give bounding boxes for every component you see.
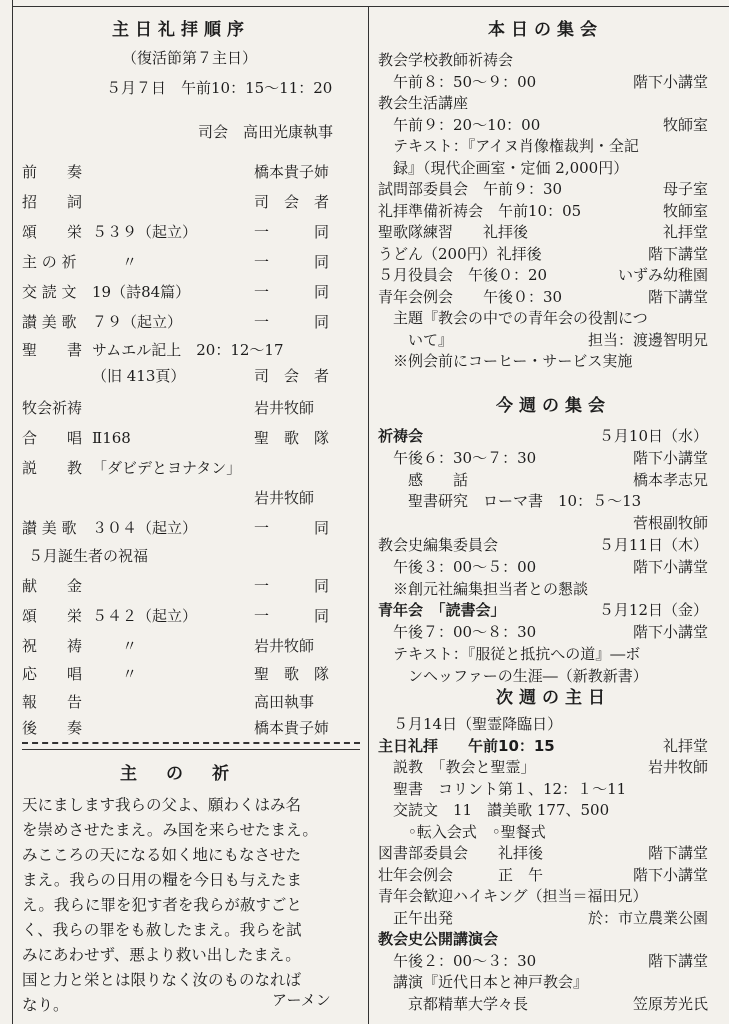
entry-text: うどん（200円）礼拝後 (378, 244, 542, 263)
order-person: 一 同 (254, 283, 330, 301)
order-person: 司 会 者 (254, 193, 330, 211)
order-person: 一 同 (254, 313, 330, 331)
entry-right: 牧師室 (662, 115, 708, 134)
order-label: ５月誕生者の祝福 (28, 547, 149, 565)
order-person: 一 同 (254, 607, 330, 625)
entry-text: ５月役員会 午後０：20 (378, 266, 548, 284)
prayer-line: え。我らに罪を犯す者を我らが赦すごと (22, 896, 302, 914)
order-detail: ３０４（起立） (92, 519, 198, 537)
entry-text: 午前９：20～10：00 (378, 115, 541, 134)
entry-text: 感 話 (378, 470, 469, 489)
order-detail: Ⅱ168 (92, 429, 131, 447)
order-label: 説 教 (22, 459, 83, 477)
order-person: 岩井牧師 (254, 637, 315, 655)
entry-text: 教会史編集委員会 (378, 536, 499, 554)
prayer-title: 主 の 祈 (120, 764, 235, 784)
entry-right: 階下小講堂 (632, 448, 708, 467)
prayer-line: を崇めさせたまえ。み国を来らせたまえ。 (22, 821, 318, 839)
entry-text: 青年会 「読書会」 (378, 601, 506, 620)
entry-right: 担当：渡邊智明兄 (587, 330, 708, 349)
entry-text: 午後６：30～７：30 (378, 448, 537, 467)
entry-right: 笠原芳光氏 (632, 994, 708, 1013)
service-datetime: ５月７日 午前10：15～11：20 (106, 79, 333, 97)
entry-right: 階下小講堂 (632, 72, 708, 91)
entry-right: 階下講堂 (647, 244, 708, 263)
amen: アーメン (272, 991, 331, 1009)
order-detail: 〃 (92, 637, 138, 655)
entry-text: 教会史公開講演会 (378, 930, 499, 948)
prayer-line: く、我らの罪をも赦したまえ。我らを試 (22, 921, 302, 939)
entry-right: 菅根副牧師 (632, 514, 708, 533)
entry-right: 牧師室 (662, 201, 708, 220)
order-label: 前 奏 (22, 163, 83, 181)
entry-text: 講演『近代日本と神戸教会』 (378, 973, 589, 991)
next-title: 次週の主日 (496, 688, 611, 708)
order-detail: サムエル記上 20：12～17 (92, 341, 284, 359)
order-label: 合 唱 (22, 429, 83, 447)
entry-right: ５月10日（水） (598, 427, 708, 445)
entry-text: 試問部委員会 午前９：30 (378, 180, 563, 198)
order-label: 献 金 (22, 577, 83, 595)
order-person: 聖 歌 隊 (254, 429, 330, 447)
entry-text: 主日礼拝 午前10：15 (378, 736, 555, 755)
section-divider-dashed (22, 742, 360, 744)
entry-text: 教会学校教師祈祷会 (378, 51, 514, 69)
lords-prayer (22, 793, 362, 1018)
prayer-line: まえ。我らの日用の糧を今日も与えたま (22, 871, 302, 889)
entry-right: 階下講堂 (647, 287, 708, 306)
entry-text: 交読文 11 讃美歌 177、500 (378, 801, 610, 819)
entry-right: 橋本孝志兄 (632, 470, 708, 489)
entry-text: テキスト：『アイヌ肖像権裁判・全記 (378, 137, 639, 155)
order-label: 応 唱 (22, 665, 83, 683)
order-title: 主日礼拝順序 (112, 20, 250, 40)
entry-text: 主題『教会の中での青年会の役割につ (378, 309, 648, 327)
entry-text: 正午出発 (378, 908, 454, 927)
prayer-line: みこころの天になる如く地にもなさせた (22, 846, 302, 864)
order-label: 頌 栄 (22, 223, 83, 241)
order-label: 報 告 (22, 693, 83, 711)
order-person: 一 同 (254, 253, 330, 271)
entry-text: 教会生活講座 (378, 94, 469, 112)
entry-text: 青年会歓迎ハイキング（担当＝福田兄） (378, 887, 648, 905)
order-detail: 19（詩84篇） (92, 283, 191, 301)
entry-text: 青年会例会 午後０：30 (378, 287, 563, 306)
order-label: 後 奏 (22, 719, 83, 737)
prayer-line: 国と力と栄とは限りなく汝のものなれば (22, 971, 302, 989)
today-title: 本日の集会 (488, 20, 603, 40)
order-detail: ７９（起立） (92, 313, 183, 331)
entry-right: 礼拝堂 (662, 736, 708, 755)
entry-text: 礼拝準備祈祷会 午前10：05 (378, 201, 582, 220)
prayer-line: なり。 (22, 996, 69, 1014)
entry-right: 階下小講堂 (632, 623, 708, 642)
page-frame-top (12, 6, 729, 7)
entry-text: ※例会前にコーヒー・サービス実施 (378, 352, 633, 370)
order-detail: 〃 (92, 665, 138, 683)
order-label: 聖 書 (22, 341, 83, 359)
entry-text: 聖歌隊練習 礼拝後 (378, 223, 529, 241)
order-label: 交 読 文 (22, 283, 77, 301)
entry-text: 午前８：50～９：00 (378, 72, 537, 91)
entry-right: ５月11日（木） (598, 536, 708, 554)
week-title: 今週の集会 (496, 396, 611, 416)
entry-right: 階下講堂 (647, 844, 708, 862)
order-person: 高田執事 (254, 693, 315, 711)
entry-right: いずみ幼稚園 (617, 266, 708, 284)
entry-text: 録』（現代企画室・定価 2,000円） (378, 158, 629, 177)
entry-text: ンヘッファーの生涯―（新教新書） (378, 666, 648, 685)
order-detail: 「ダビデとヨナタン」 (92, 459, 242, 477)
entry-text: ◦転入会式 ◦聖餐式 (378, 822, 546, 841)
entry-text: 説教 「教会と聖霊」 (378, 758, 536, 776)
order-label: 讃 美 歌 (22, 519, 77, 537)
order-label: 頌 栄 (22, 607, 83, 625)
order-person: 司 会 者 (254, 367, 330, 385)
order-label: 主 の 祈 (22, 253, 77, 271)
prayer-line: 天にまします我らの父よ、願わくはみ名 (22, 796, 302, 814)
column-divider (368, 6, 369, 1024)
entry-text: ※創元社編集担当者との懇談 (378, 579, 589, 598)
order-person: 聖 歌 隊 (254, 665, 330, 683)
section-divider-line (22, 749, 360, 750)
entry-text: 図書部委員会 礼拝後 (378, 844, 544, 862)
order-detail: 〃 (92, 253, 138, 271)
entry-text: 午後２：00～３：30 (378, 951, 537, 970)
order-label: 牧会祈祷 (22, 399, 83, 417)
entry-text: 午後７：00～８：30 (378, 623, 537, 642)
entry-text: 京都精華大学々長 (378, 994, 529, 1013)
entry-text: 午後３：00～５：00 (378, 557, 537, 576)
order-label: 讃 美 歌 (22, 313, 77, 331)
entry-text: ５月14日（聖霊降臨日） (378, 715, 563, 733)
order-detail: （旧 413頁） (92, 367, 186, 385)
entry-right: 岩井牧師 (647, 758, 708, 776)
entry-text: 壮年会例会 正 午 (378, 865, 544, 884)
presider: 司会 高田光康執事 (198, 123, 334, 141)
order-person: 岩井牧師 (254, 399, 315, 417)
prayer-line: みにあわせず、悪より救い出したまえ。 (22, 946, 301, 964)
entry-text: いて』 (378, 330, 454, 349)
order-subtitle: （復活節第７主日） (122, 49, 258, 67)
entry-right: 於：市立農業公園 (587, 908, 708, 927)
order-person: 一 同 (254, 519, 330, 537)
entry-right: 礼拝堂 (662, 223, 708, 241)
entry-right: 階下講堂 (647, 951, 708, 970)
entry-text: 祈祷会 (378, 427, 424, 445)
order-person: 一 同 (254, 223, 330, 241)
order-detail: ５４２（起立） (92, 607, 198, 625)
entry-text: 聖書研究 ローマ書 10：５～13 (378, 492, 642, 511)
order-person: 橋本貴子姉 (254, 719, 330, 737)
order-person: 橋本貴子姉 (254, 163, 330, 181)
entry-right: 母子室 (662, 180, 708, 198)
entry-right: ５月12日（金） (598, 601, 708, 620)
entry-text: 聖書 コリント第１、12：１～11 (378, 779, 627, 798)
order-person: 岩井牧師 (254, 489, 315, 507)
order-detail: ５３９（起立） (92, 223, 198, 241)
entry-right: 階下小講堂 (632, 557, 708, 576)
entry-right: 階下小講堂 (632, 865, 708, 884)
order-person: 一 同 (254, 577, 330, 595)
order-label: 祝 祷 (22, 637, 83, 655)
page-frame-left (12, 0, 13, 1024)
entry-text: テキスト：『服従と抵抗への道』―ボ (378, 645, 641, 663)
order-label: 招 詞 (22, 193, 83, 211)
